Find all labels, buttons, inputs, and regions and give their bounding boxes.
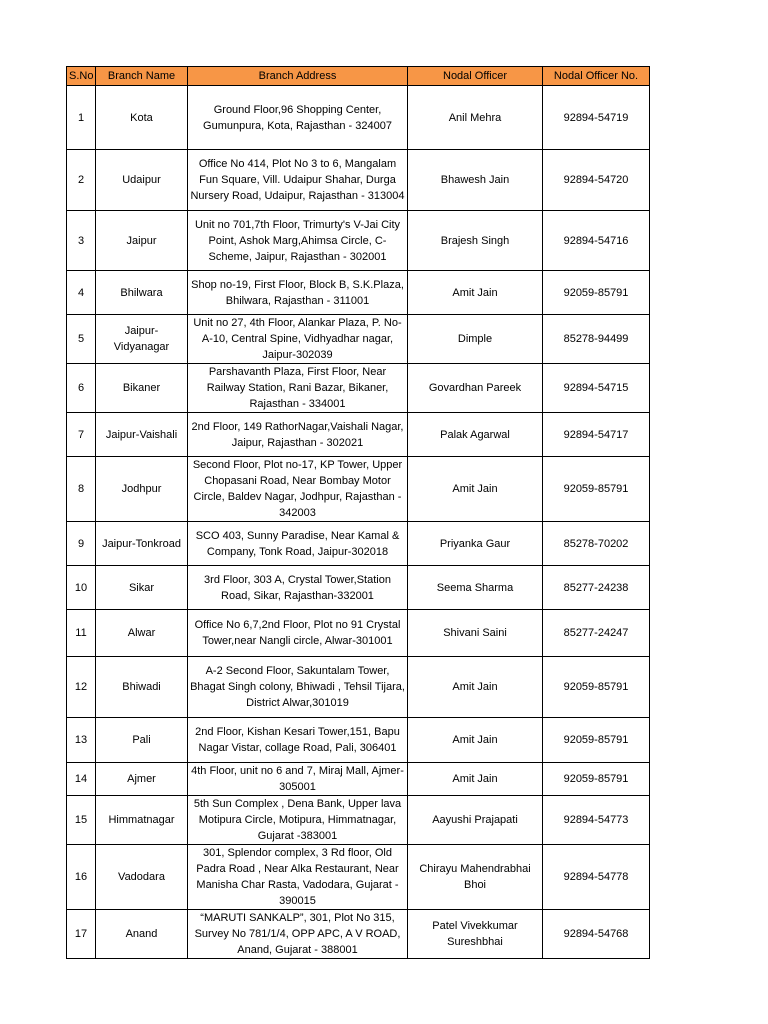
table-row (67, 457, 650, 522)
cell-nodal-officer: Amit Jain (408, 763, 543, 796)
cell-nodal-officer: Amit Jain (408, 457, 543, 522)
header-branch-name: Branch Name (96, 67, 188, 86)
cell-sno: 13 (67, 718, 96, 763)
header-branch-address: Branch Address (188, 67, 408, 86)
cell-nodal-officer: Dimple (408, 315, 543, 364)
cell-branch-address: Office No 6,7,2nd Floor, Plot no 91 Crystal Tower,near Nangli circle, Alwar-301001 (188, 610, 408, 657)
cell-sno: 4 (67, 271, 96, 315)
cell-branch-address: Unit no 27, 4th Floor, Alankar Plaza, P. No-A-10, Central Spine, Vidhyadhar nagar, Jaipur-302039 (188, 315, 408, 364)
cell-branch-address: Parshavanth Plaza, First Floor, Near Railway Station, Rani Bazar, Bikaner, Rajasthan - 334001 (188, 364, 408, 413)
cell-sno: 16 (67, 845, 96, 910)
cell-branch-name: Udaipur (96, 150, 188, 211)
cell-sno: 1 (67, 86, 96, 150)
cell-nodal-officer: Seema Sharma (408, 566, 543, 610)
cell-branch-name: Bhilwara (96, 271, 188, 315)
table-row (67, 315, 650, 364)
cell-nodal-officer-no: 92059-85791 (543, 718, 650, 763)
cell-branch-name: Ajmer (96, 763, 188, 796)
branch-table (66, 66, 650, 959)
cell-nodal-officer-no: 92894-54768 (543, 910, 650, 959)
cell-branch-address: SCO 403, Sunny Paradise, Near Kamal & Company, Tonk Road, Jaipur-302018 (188, 522, 408, 566)
cell-nodal-officer: Amit Jain (408, 271, 543, 315)
cell-branch-name: Pali (96, 718, 188, 763)
header-sno: S.No (67, 67, 96, 86)
cell-nodal-officer: Amit Jain (408, 657, 543, 718)
table-row (67, 86, 650, 150)
cell-nodal-officer-no: 92894-54716 (543, 211, 650, 271)
cell-nodal-officer-no: 85277-24238 (543, 566, 650, 610)
cell-nodal-officer-no: 85278-94499 (543, 315, 650, 364)
cell-nodal-officer: Patel Vivekkumar Sureshbhai (408, 910, 543, 959)
cell-sno: 10 (67, 566, 96, 610)
table-row (67, 413, 650, 457)
cell-sno: 7 (67, 413, 96, 457)
cell-branch-address: “MARUTI SANKALP”, 301, Plot No 315, Survey No 781/1/4, OPP APC, A V ROAD, Anand, Gujarat - 388001 (188, 910, 408, 959)
cell-branch-name: Jaipur (96, 211, 188, 271)
cell-branch-name: Bhiwadi (96, 657, 188, 718)
cell-sno: 5 (67, 315, 96, 364)
table-row (67, 845, 650, 910)
cell-nodal-officer-no: 92894-54773 (543, 796, 650, 845)
cell-branch-address: 4th Floor, unit no 6 and 7, Miraj Mall, Ajmer-305001 (188, 763, 408, 796)
cell-branch-address: 301, Splendor complex, 3 Rd floor, Old Padra Road , Near Alka Restaurant, Near Manisha Char Rasta, Vadodara, Gujarat - 390015 (188, 845, 408, 910)
cell-branch-name: Bikaner (96, 364, 188, 413)
cell-branch-address: 3rd Floor, 303 A, Crystal Tower,Station Road, Sikar, Rajasthan-332001 (188, 566, 408, 610)
cell-branch-name: Jodhpur (96, 457, 188, 522)
cell-sno: 17 (67, 910, 96, 959)
cell-sno: 2 (67, 150, 96, 211)
cell-nodal-officer: Govardhan Pareek (408, 364, 543, 413)
cell-branch-address: 2nd Floor, Kishan Kesari Tower,151, Bapu Nagar Vistar, collage Road, Pali, 306401 (188, 718, 408, 763)
header-row (67, 67, 650, 86)
table-row (67, 657, 650, 718)
cell-branch-name: Alwar (96, 610, 188, 657)
cell-nodal-officer-no: 92894-54719 (543, 86, 650, 150)
cell-sno: 9 (67, 522, 96, 566)
cell-branch-address: A-2 Second Floor, Sakuntalam Tower, Bhagat Singh colony, Bhiwadi , Tehsil Tijara, District Alwar,301019 (188, 657, 408, 718)
cell-branch-name: Anand (96, 910, 188, 959)
cell-nodal-officer-no: 85278-70202 (543, 522, 650, 566)
cell-nodal-officer-no: 92059-85791 (543, 657, 650, 718)
cell-branch-address: Ground Floor,96 Shopping Center, Gumunpura, Kota, Rajasthan - 324007 (188, 86, 408, 150)
cell-sno: 11 (67, 610, 96, 657)
table-row (67, 566, 650, 610)
table-row (67, 718, 650, 763)
table-row (67, 910, 650, 959)
header-nodal-officer: Nodal Officer (408, 67, 543, 86)
table-row (67, 364, 650, 413)
cell-nodal-officer: Priyanka Gaur (408, 522, 543, 566)
cell-branch-name: Kota (96, 86, 188, 150)
cell-nodal-officer-no: 92894-54778 (543, 845, 650, 910)
table-row (67, 796, 650, 845)
cell-branch-name: Sikar (96, 566, 188, 610)
cell-sno: 3 (67, 211, 96, 271)
cell-nodal-officer: Palak Agarwal (408, 413, 543, 457)
table-row (67, 522, 650, 566)
cell-nodal-officer: Amit Jain (408, 718, 543, 763)
cell-branch-name: Jaipur-Vaishali (96, 413, 188, 457)
cell-nodal-officer: Shivani Saini (408, 610, 543, 657)
table-row (67, 211, 650, 271)
cell-nodal-officer-no: 92059-85791 (543, 457, 650, 522)
cell-branch-name: Himmatnagar (96, 796, 188, 845)
table-row (67, 610, 650, 657)
cell-branch-address: 2nd Floor, 149 RathorNagar,Vaishali Nagar, Jaipur, Rajasthan - 302021 (188, 413, 408, 457)
cell-nodal-officer: Aayushi Prajapati (408, 796, 543, 845)
cell-nodal-officer-no: 92894-54715 (543, 364, 650, 413)
cell-sno: 15 (67, 796, 96, 845)
cell-branch-name: Jaipur-Vidyanagar (96, 315, 188, 364)
cell-branch-address: Office No 414, Plot No 3 to 6, Mangalam Fun Square, Vill. Udaipur Shahar, Durga Nursery Road, Udaipur, Rajasthan - 313004 (188, 150, 408, 211)
cell-branch-address: 5th Sun Complex , Dena Bank, Upper lava Motipura Circle, Motipura, Himmatnagar, Gujarat -383001 (188, 796, 408, 845)
cell-nodal-officer-no: 92894-54717 (543, 413, 650, 457)
cell-sno: 6 (67, 364, 96, 413)
cell-sno: 8 (67, 457, 96, 522)
cell-nodal-officer: Anil Mehra (408, 86, 543, 150)
cell-branch-name: Jaipur-Tonkroad (96, 522, 188, 566)
cell-sno: 14 (67, 763, 96, 796)
cell-nodal-officer-no: 92894-54720 (543, 150, 650, 211)
cell-branch-address: Second Floor, Plot no-17, KP Tower, Upper Chopasani Road, Near Bombay Motor Circle, Baldev Nagar, Jodhpur, Rajasthan - 342003 (188, 457, 408, 522)
header-nodal-officer-no: Nodal Officer No. (543, 67, 650, 86)
table-row (67, 763, 650, 796)
cell-branch-address: Unit no 701,7th Floor, Trimurty's V-Jai City Point, Ashok Marg,Ahimsa Circle, C-Scheme, Jaipur, Rajasthan - 302001 (188, 211, 408, 271)
cell-nodal-officer: Chirayu Mahendrabhai Bhoi (408, 845, 543, 910)
cell-nodal-officer: Brajesh Singh (408, 211, 543, 271)
cell-nodal-officer-no: 92059-85791 (543, 763, 650, 796)
cell-nodal-officer: Bhawesh Jain (408, 150, 543, 211)
cell-sno: 12 (67, 657, 96, 718)
cell-nodal-officer-no: 85277-24247 (543, 610, 650, 657)
cell-branch-name: Vadodara (96, 845, 188, 910)
cell-branch-address: Shop no-19, First Floor, Block B, S.K.Plaza, Bhilwara, Rajasthan - 311001 (188, 271, 408, 315)
cell-nodal-officer-no: 92059-85791 (543, 271, 650, 315)
table-row (67, 150, 650, 211)
table-row (67, 271, 650, 315)
